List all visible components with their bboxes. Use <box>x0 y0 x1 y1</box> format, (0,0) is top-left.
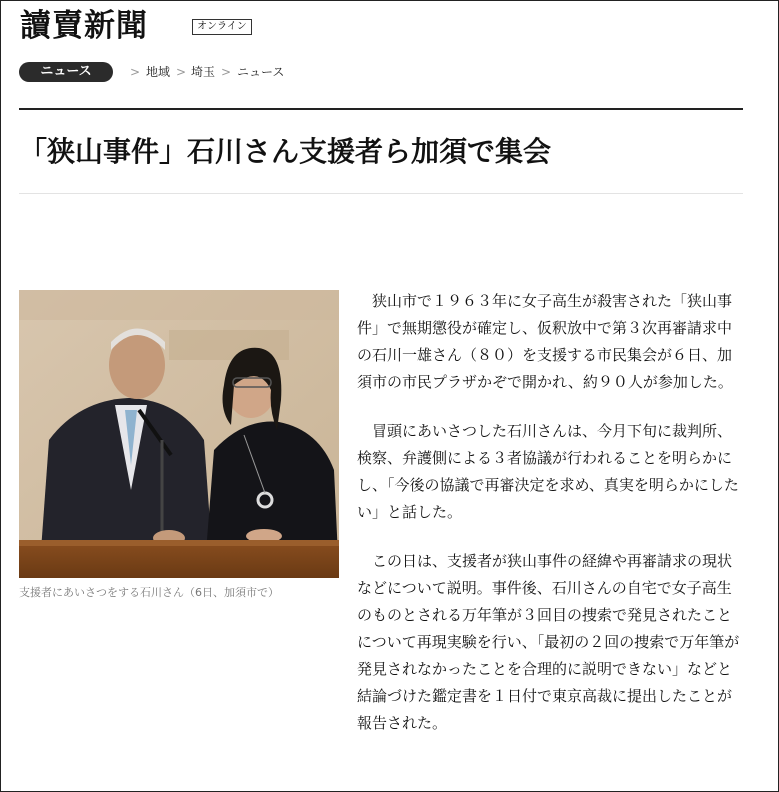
breadcrumb-link-saitama[interactable]: 埼玉 <box>191 65 216 79</box>
title-divider <box>19 193 743 194</box>
online-badge: オンライン <box>192 19 252 35</box>
article-paragraph: 狭山市で１９６３年に女子高生が殺害された「狭山事件」で無期懲役が確定し、仮釈放中で第３次再審請求中の石川一雄さん（８０）を支援する市民集会が６日、加須市の市民プラザかぞで開かれ、約９０人が参加した。 <box>357 292 733 391</box>
breadcrumb-separator: > <box>221 65 232 79</box>
breadcrumb-link-region[interactable]: 地域 <box>146 65 171 79</box>
breadcrumb-link-news[interactable]: ニュース <box>237 65 285 79</box>
header-divider <box>19 108 743 110</box>
article-photo <box>19 290 339 578</box>
breadcrumb-separator: > <box>176 65 187 79</box>
article-paragraph: 冒頭にあいさつした石川さんは、今月下旬に裁判所、検察、弁護側による３者協議が行われることを明らかにし、「今後の協議で再審決定を求め、真実を明らかにしたい」と話した。 <box>357 422 739 521</box>
article-title: 「狭山事件」石川さん支援者ら加須で集会 <box>19 135 552 168</box>
article-body <box>357 288 745 759</box>
site-logo[interactable]: 讀賣新聞 <box>20 8 148 44</box>
article-paragraph: この日は、支援者が狭山事件の経緯や再審請求の現状などについて説明。事件後、石川さんの自宅で女子高生のものとされる万年筆が３回目の捜索で発見されたことについて再現実験を行い、「最初の２回の捜索で万年筆が発見されなかったことを合理的に説明できない」などと結論づけた鑑定書を１日付で東京高裁に提出したことが報告された。 <box>357 552 740 732</box>
breadcrumb-separator: > <box>130 65 141 79</box>
photo-caption: 支援者にあいさつをする石川さん（6日、加須市で） <box>19 586 279 599</box>
section-pill-news[interactable]: ニュース <box>19 62 113 82</box>
